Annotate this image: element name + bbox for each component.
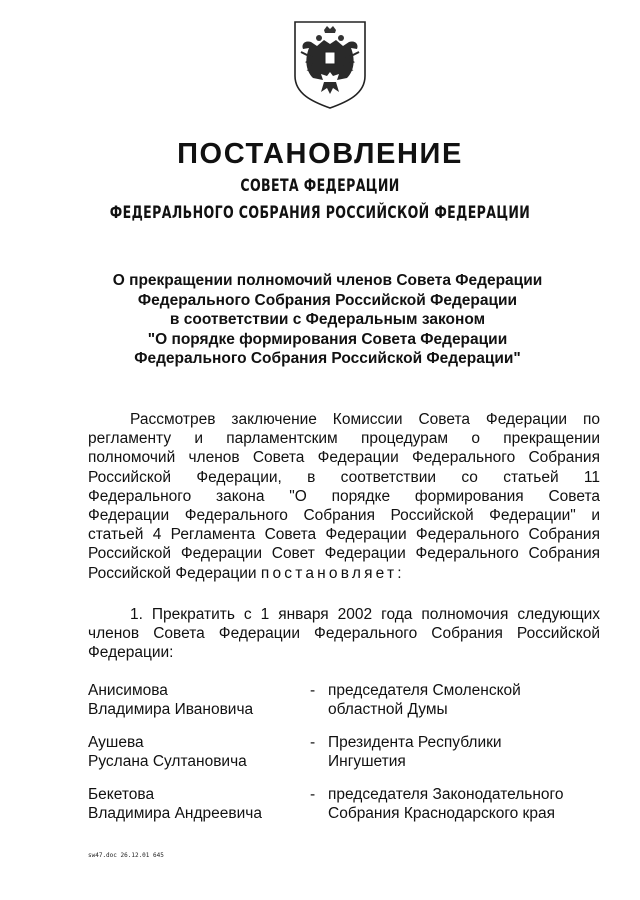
preamble-line: регламенту и парламентским процедурам о прекращении xyxy=(88,430,600,448)
clause-line: 1. Прекратить с 1 января 2002 года полномочия следующих xyxy=(130,606,600,623)
preamble-line: полномочий членов Совета Федерации Федерального Собрания xyxy=(88,449,600,467)
preamble-last-line xyxy=(88,564,600,583)
dash-separator: - xyxy=(310,682,316,699)
subject-line: О прекращении полномочий членов Совета Федерации xyxy=(112,272,543,289)
position-line: областной Думы xyxy=(328,701,448,719)
preamble-last-text: Российской Федерации xyxy=(88,564,261,582)
issuer-line-1: СОВЕТА ФЕДЕРАЦИИ xyxy=(240,176,400,196)
subject-line: Федерального Собрания Российской Федерации xyxy=(137,291,518,309)
subject-line: Федерального Собрания Российской Федерации" xyxy=(134,350,521,367)
double-headed-eagle-icon xyxy=(291,18,369,110)
position-line: Ингушетия xyxy=(328,753,406,771)
preamble-line: Российской Федерации Совет Федерации Федерального Собрания xyxy=(88,545,600,563)
preamble-line: Рассмотрев заключение Комиссии Совета Федерации по xyxy=(130,411,600,428)
member-entry xyxy=(88,681,600,721)
member-name xyxy=(88,681,253,719)
preamble-line: статьей 4 Регламента Совета Федерации Федерального Собрания xyxy=(88,526,600,544)
preamble-line: Российской Федерации, в соответствии со статьей 11 xyxy=(88,468,600,486)
clause-line: членов Совета Федерации Федерального Собрания Российской xyxy=(88,625,600,643)
dash-separator: - xyxy=(310,786,316,803)
preamble-paragraph xyxy=(88,410,600,583)
position-line: Собрания Краснодарского края xyxy=(328,805,555,823)
subject-line: "О порядке формирования Совета Федерации xyxy=(147,330,508,348)
issuer-line-2: ФЕДЕРАЛЬНОГО СОБРАНИЯ РОССИЙСКОЙ ФЕДЕРАЦИИ xyxy=(109,203,531,223)
document-title: ПОСТАНОВЛЕНИЕ xyxy=(177,138,463,170)
position-line: Президента Республики xyxy=(328,734,502,751)
member-position xyxy=(328,785,563,823)
member-given-names: Руслана Султановича xyxy=(88,753,247,771)
preamble-line: Федерального закона "О порядке формирования Совета xyxy=(88,487,600,505)
member-position xyxy=(328,733,502,771)
member-given-names: Владимира Андреевича xyxy=(88,805,262,823)
clause-line: Федерации: xyxy=(88,644,174,662)
preamble-line: Федерации Федерального Собрания Российской Федерации" и xyxy=(88,507,600,525)
member-surname: Бекетова xyxy=(88,786,155,803)
position-line: председателя Законодательного xyxy=(328,786,564,803)
member-surname: Анисимова xyxy=(88,682,168,699)
resolves-word: постановляет: xyxy=(260,564,405,582)
member-name xyxy=(88,733,247,771)
member-position xyxy=(328,681,521,719)
file-reference-code: sw47.doc 26.12.01 645 xyxy=(88,852,164,859)
subject-line: в соответствии с Федеральным законом xyxy=(169,311,486,328)
document-subject xyxy=(60,271,595,369)
clause-1-paragraph xyxy=(88,605,600,663)
member-entry xyxy=(88,733,600,773)
coat-of-arms-emblem xyxy=(291,18,369,110)
member-entry xyxy=(88,785,600,825)
position-line: председателя Смоленской xyxy=(328,682,521,699)
member-name xyxy=(88,785,262,823)
member-surname: Аушева xyxy=(88,734,144,751)
member-given-names: Владимира Ивановича xyxy=(88,701,254,719)
dash-separator: - xyxy=(310,734,316,751)
